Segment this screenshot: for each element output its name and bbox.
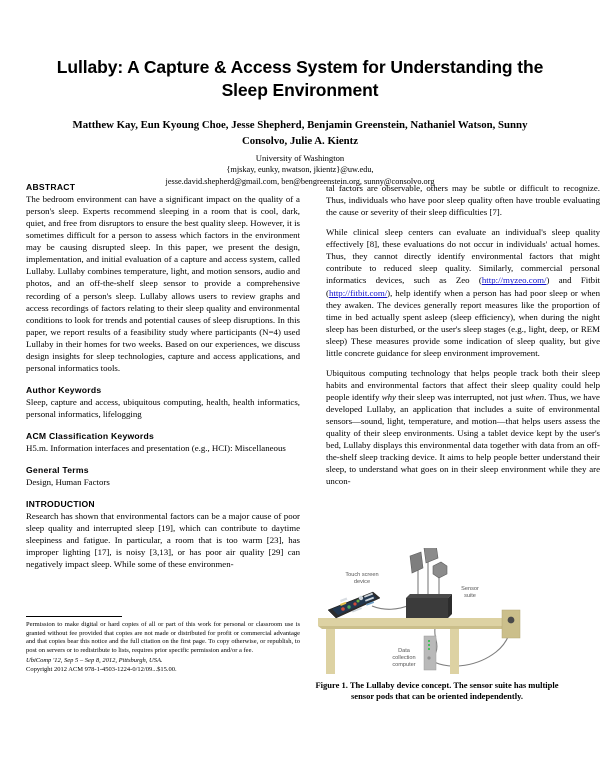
- author-list: Matthew Kay, Eun Kyoung Choe, Jesse Shepherd, Benjamin Greenstein, Nathaniel Watson, Sunny Consolvo, Julie A. Kientz: [72, 119, 528, 147]
- link-fitbit[interactable]: http://fitbit.com/: [328, 287, 388, 298]
- introduction-heading: INTRODUCTION: [26, 499, 95, 510]
- paper-header: [0, 0, 600, 188]
- right-paragraph-2-part-b: ) and Fitbit (: [326, 275, 600, 298]
- sensor-pod-left: [410, 552, 423, 573]
- label-sensor-suite-line1: Sensor: [461, 586, 479, 592]
- sensor-base-box: [406, 598, 448, 618]
- abstract-text: The bedroom environment can have a significant impact on the quality of a person's sleep. Experts recommend sleeping in a room that is cool, dark, quiet, and free from disruptors to ensure the best quality sleep. However, it is sometimes difficult for a person to assess which factors in the environment may be causing disrupted sleep. In this paper, we present the design, implementation, and initial evaluation of a capture and access system, called Lullaby. Lullaby combines temperature, light, and motion sensors, audio and photos, and an off-the-shelf sleep sensor to provide a comprehensive recording of a person's sleep. Lullaby allows users to review graphs and access recordings of factors relating to their sleep quality and environmental conditions to look for trends and potential causes of sleep disruptions. In this paper, we report results of a feasibility study where participants (N=4) used Lullaby in their homes for two weeks. Based on our experiences, we discuss design insights for sleep technologies, capture and access applications, and personal informatics tools.: [26, 194, 300, 373]
- label-data-computer-line3: computer: [392, 662, 416, 668]
- right-paragraph-2-part-c: ), help identify when a person has had poor sleep or when they awaken. The devices generally report measures like the proportion of time in bed actually spent asleep (sleep efficiency), when during the night sleep has been disturbed, or the user's sleep stages (e.g., light, deep, or REM sleep) These measures provide some indication of sleep quality, but give little concrete guidance for sleep environment improvement.: [326, 287, 600, 358]
- lullaby-device-diagram: [300, 548, 574, 674]
- widget-dot-red: [341, 607, 345, 611]
- left-column: [26, 182, 300, 571]
- right-paragraph-3-part-a: Ubiquitous computing technology that helps people track both their sleep habits and environmental factors that affect their sleep quality could help people identify: [326, 367, 600, 402]
- computer-port: [427, 656, 430, 659]
- label-sensor-suite-line2: suite: [464, 593, 476, 599]
- right-paragraph-1: tal factors are observable, others may be subtle or difficult to recognize. Thus, individuals who have poor sleep quality often have trouble evaluating the cause or severity of their sleep difficulties [7].: [326, 183, 600, 218]
- sensor-base-top: [406, 594, 452, 598]
- introduction-text: Research has shown that environmental factors can be a major cause of poor sleep quality and interrupted sleep [19], which can contribute to daytime sleepiness and fatigue. In particular, a room that is too warm [23], has improper lighting [17], is noisy [3,13], or has poor air quality [29] can negatively impact sleep. While some of these environmen-: [26, 511, 300, 570]
- widget-dot-green-2: [357, 600, 360, 603]
- right-paragraph-3-part-c: . Thus, we have developed Lullaby, an application that includes a suite of environmental sensors—sound, light, temperature, and motion—that helps users assess the quality of their sleep environments. Using a tablet device kept by the user's bed, Lullaby displays this environmental data together with data from an off-the-shelf sleep tracking device. It aims to help people better understand their sleep, to understand what goes on in their sleep environment while they are uncon-: [326, 392, 600, 487]
- permission-notice: [26, 616, 300, 675]
- link-myzeo[interactable]: http://myzeo.com/: [481, 275, 547, 286]
- sensor-pod-mid: [424, 548, 438, 563]
- page-title: Lullaby: A Capture & Access System for Understanding the Sleep Environment: [56, 57, 544, 101]
- cable-tablet-to-sensor: [372, 605, 410, 609]
- body-columns: [0, 182, 600, 571]
- author-keywords-heading: Author Keywords: [26, 384, 102, 395]
- table-top: [318, 618, 508, 626]
- computer-led-2: [428, 644, 430, 646]
- right-paragraph-3: [326, 367, 600, 488]
- computer-led-1: [428, 640, 430, 642]
- sensor-suite: [406, 548, 452, 618]
- general-terms-text: Design, Human Factors: [26, 477, 110, 488]
- computer-led-3: [428, 648, 430, 650]
- data-collection-computer: [424, 636, 436, 670]
- touch-screen-tablet[interactable]: [328, 592, 380, 618]
- acm-classification-heading: ACM Classification Keywords: [26, 431, 155, 442]
- author-keywords-text: Sleep, capture and access, ubiquitous computing, health, health informatics, personal informatics, lifelogging: [26, 396, 300, 419]
- venue-line: UbiComp '12, Sep 5 – Sep 8, 2012, Pittsburgh, USA.: [26, 657, 163, 665]
- widget-dot-red-2: [353, 602, 356, 605]
- emphasis-why: why: [381, 392, 396, 402]
- general-terms-heading: General Terms: [26, 465, 89, 476]
- right-paragraph-2-part-a: While clinical sleep centers can evaluate an individual's sleep quality effectively [8], these evaluations do not occur in individuals' actual homes. Thus, they cannot directly identify environmental factors that might contribute to reduced sleep quality. Similarly, commercial personal informatics devices, such as Zeo (: [326, 227, 600, 286]
- outlet-plug: [508, 617, 515, 624]
- table-leg-left: [326, 629, 335, 674]
- cable-computer-to-outlet: [434, 626, 511, 666]
- widget-dot-green: [347, 605, 350, 608]
- sensor-pod-right: [433, 562, 447, 578]
- figure-caption: Figure 1. The Lullaby device concept. The sensor suite has multiple sensor pods that can be oriented independently.: [315, 680, 559, 702]
- label-data-computer-line1: Data: [398, 648, 410, 654]
- label-touch-screen-line1: Touch screen: [345, 572, 379, 578]
- outlet-plate: [502, 610, 520, 638]
- copyright-line: Copyright 2012 ACM 978-1-4503-1224-0/12/09...$15.00.: [26, 666, 177, 674]
- widget-star: [359, 596, 363, 600]
- table-top-edge: [318, 626, 508, 629]
- right-paragraph-2: [326, 226, 600, 359]
- label-data-computer-line2: collection: [392, 655, 416, 661]
- figure-1: [300, 548, 574, 703]
- affiliation: University of Washington: [255, 152, 345, 163]
- wall-outlet: [502, 610, 520, 638]
- widget-bar-1: [340, 597, 347, 602]
- permission-divider: [26, 616, 122, 617]
- label-touch-screen-line2: device: [353, 579, 371, 585]
- emphasis-when: when: [525, 392, 545, 402]
- table-leg-right: [450, 629, 459, 674]
- right-paragraph-3-part-b: their sleep was interrupted, not just: [395, 392, 526, 402]
- email-line-2: jesse.david.shepherd@gmail.com, ben@bengreenstein.org, sunny@consolvo.org: [165, 177, 435, 187]
- permission-text: Permission to make digital or hard copies of all or part of this work for personal or classroom use is granted without fee provided that copies are not made or distributed for profit or commercial advantage and that copies bear this notice and the full citation on the first page. To copy otherwise, or republish, to post on servers or to redistribute to lists, requires prior specific permission and/or a fee.: [26, 621, 300, 655]
- sensor-base-side: [448, 594, 452, 618]
- email-line-1: {mjskay, eunky, nwatson, jkientz}@uw.edu,: [226, 165, 374, 175]
- acm-classification-text: H5.m. Information interfaces and presentation (e.g., HCI): Miscellaneous: [26, 443, 286, 454]
- abstract-heading: ABSTRACT: [26, 182, 76, 192]
- right-column: [326, 182, 600, 571]
